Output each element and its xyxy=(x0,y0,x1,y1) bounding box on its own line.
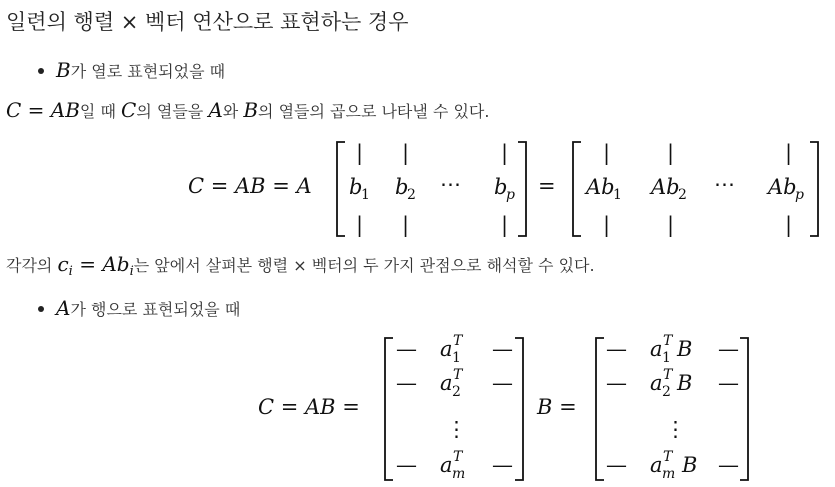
bullet-a-rows xyxy=(38,296,240,320)
b-var: B xyxy=(682,453,698,477)
left-bracket xyxy=(573,142,581,236)
b2-var: b xyxy=(395,175,409,199)
bar: | xyxy=(501,213,509,237)
bullet-icon xyxy=(38,306,44,312)
a-sup: T xyxy=(663,449,673,465)
left-bracket xyxy=(596,338,604,480)
equals-sign: = xyxy=(538,174,556,198)
bar: | xyxy=(356,213,364,237)
bullet-text: 가 열로 표현되었을 때 xyxy=(70,62,226,81)
math-var-b: B xyxy=(56,58,71,82)
bar: | xyxy=(356,141,364,165)
vdots: ⋮ xyxy=(446,417,467,441)
ab2-sub: 2 xyxy=(678,187,687,203)
bar: | xyxy=(603,213,611,237)
dash: — xyxy=(606,453,627,477)
dash: — xyxy=(492,371,513,395)
dots: ⋯ xyxy=(714,172,735,196)
a-sub: m xyxy=(452,466,466,482)
a-var: a xyxy=(440,453,453,477)
dash: — xyxy=(606,337,627,361)
bar: | xyxy=(667,213,675,237)
math-var-a: A xyxy=(56,296,71,320)
text-part: 와 xyxy=(222,102,244,121)
a-sup: T xyxy=(453,449,463,465)
bar: | xyxy=(501,141,509,165)
text-part: 의 열들을 xyxy=(136,102,209,121)
dash: — xyxy=(396,453,417,477)
a-sup: T xyxy=(663,333,673,349)
b-var: B xyxy=(677,371,693,395)
bar: | xyxy=(402,213,410,237)
bar: | xyxy=(785,213,793,237)
left-bracket xyxy=(337,142,345,236)
b1-sub: 1 xyxy=(361,187,370,203)
math-var-c: c xyxy=(57,252,69,276)
dash: — xyxy=(396,371,417,395)
a-sub: 2 xyxy=(662,384,671,400)
math-equals: = xyxy=(72,252,103,276)
a-var: a xyxy=(440,337,453,361)
section-heading: 일련의 행렬 × 벡터 연산으로 표현하는 경우 xyxy=(6,10,409,34)
dash: — xyxy=(718,371,739,395)
b2-sub: 2 xyxy=(407,187,416,203)
a-var: a xyxy=(650,371,663,395)
a-sup: T xyxy=(453,333,463,349)
dash: — xyxy=(492,337,513,361)
a-sup: T xyxy=(663,367,673,383)
dash: — xyxy=(718,337,739,361)
abp-sub: p xyxy=(795,187,804,203)
a-var: a xyxy=(650,453,663,477)
a-sub: 1 xyxy=(452,350,461,366)
math-sub-i: i xyxy=(129,264,134,280)
text-part: 는 앞에서 살펴본 행렬 × 벡터의 두 가지 관점으로 해석할 수 있다. xyxy=(133,256,595,275)
bp-sub: p xyxy=(506,187,515,203)
a-var: a xyxy=(650,337,663,361)
math-var-c: C xyxy=(121,98,137,122)
dash: — xyxy=(718,453,739,477)
math-var-a: A xyxy=(208,98,223,122)
b-var: B xyxy=(677,337,693,361)
ab1-sub: 1 xyxy=(613,187,622,203)
text-part: 일 때 xyxy=(79,102,122,121)
b1-var: b xyxy=(349,175,363,199)
vdots: ⋮ xyxy=(665,417,686,441)
a-sup: T xyxy=(453,367,463,383)
math-eq-c-ab: C = AB xyxy=(6,98,80,122)
text-part: 의 열들의 곱으로 나타낼 수 있다. xyxy=(258,102,490,121)
interpretation-text xyxy=(6,252,595,279)
bar: | xyxy=(667,141,675,165)
bar: | xyxy=(603,141,611,165)
ab1-var: Ab xyxy=(586,175,615,199)
matrix2-mid: B = xyxy=(537,395,577,419)
bullet-text: 가 행으로 표현되었을 때 xyxy=(70,300,241,319)
math-ab: Ab xyxy=(102,252,130,276)
right-bracket xyxy=(810,142,818,236)
dash: — xyxy=(606,371,627,395)
bar: | xyxy=(402,141,410,165)
dash: — xyxy=(492,453,513,477)
abp-var: Ab xyxy=(768,175,797,199)
bar: | xyxy=(785,141,793,165)
text-part: 각각의 xyxy=(6,256,58,275)
dash: — xyxy=(396,337,417,361)
math-sub-i: i xyxy=(68,264,73,280)
right-bracket xyxy=(518,142,526,236)
math-var-b: B xyxy=(243,98,259,122)
matrix1-lhs: C = AB = A xyxy=(188,174,312,198)
matrix2-lhs: C = AB = xyxy=(258,395,360,419)
right-bracket xyxy=(740,338,748,480)
right-bracket xyxy=(515,338,523,480)
a-sub: m xyxy=(662,466,676,482)
ab2-var: Ab xyxy=(651,175,680,199)
left-bracket xyxy=(385,338,393,480)
a-sub: 1 xyxy=(662,350,671,366)
a-sub: 2 xyxy=(452,384,461,400)
dots: ⋯ xyxy=(440,172,461,196)
a-var: a xyxy=(440,371,453,395)
bp-var: b xyxy=(494,175,508,199)
